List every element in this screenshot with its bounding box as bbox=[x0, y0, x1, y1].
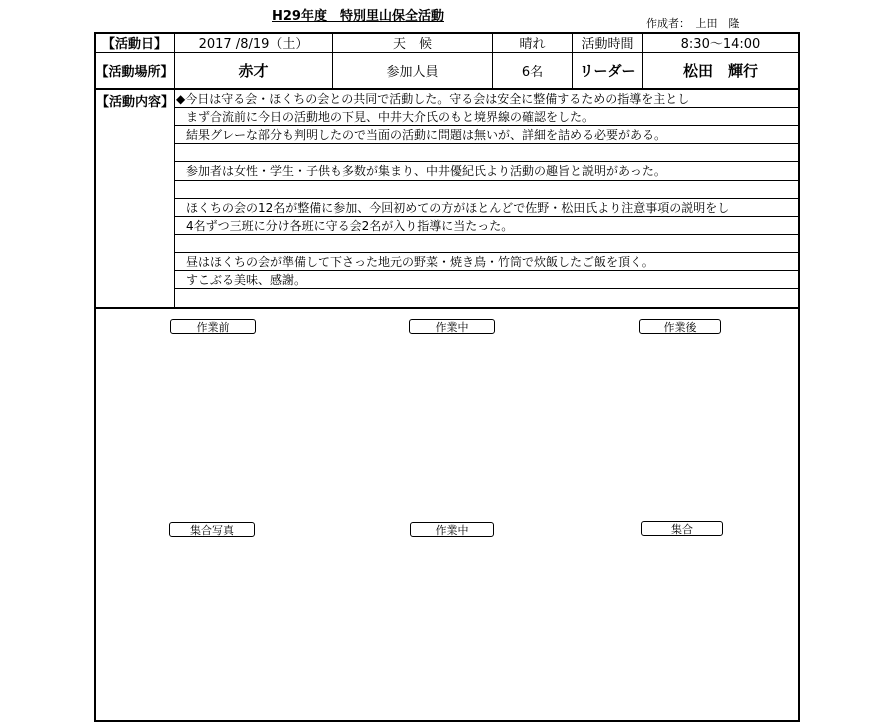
content-row-separator bbox=[174, 161, 800, 162]
content-line: ほくちの会の12名が整備に参加、今回初めての方がほとんどで佐野・松田氏より注意事項の説明をし bbox=[186, 200, 730, 215]
content-row-separator bbox=[174, 107, 800, 108]
content-row-separator bbox=[174, 270, 800, 271]
content-row-separator bbox=[174, 125, 800, 126]
time-label: 活動時間 bbox=[572, 32, 642, 52]
date-label: 【活動日】 bbox=[94, 32, 174, 52]
content-row-separator bbox=[174, 252, 800, 253]
photo-caption: 集合写真 bbox=[169, 522, 255, 537]
content-line: すこぶる美味、感謝。 bbox=[186, 273, 307, 287]
photo-caption: 作業後 bbox=[639, 319, 721, 334]
place-value: 赤才 bbox=[174, 52, 332, 88]
content-line: まず合流前に今日の活動地の下見、中井大介氏のもと境界線の確認をした。 bbox=[186, 110, 595, 125]
content-row-separator bbox=[174, 288, 800, 289]
author-text: 作成者： 上田 隆 bbox=[646, 17, 740, 30]
content-line: 参加者は女性・学生・子供も多数が集まり、中井優紀氏より活動の趣旨と説明があった。 bbox=[186, 164, 666, 179]
leader-value: 松田 輝行 bbox=[642, 52, 800, 88]
content-row-separator bbox=[174, 216, 800, 217]
leader-label: リーダー bbox=[572, 52, 642, 88]
content-line: ◆今日は守る会・ほくちの会との共同で活動した。守る会は安全に整備するための指導を主とし bbox=[176, 92, 690, 106]
content-line: 4名ずつ三班に分け各班に守る会2名が入り指導に当たった。 bbox=[186, 218, 514, 233]
photo-caption: 集合 bbox=[641, 521, 723, 536]
photo-caption: 作業中 bbox=[409, 319, 495, 334]
photos-top-border bbox=[94, 307, 800, 309]
content-row-separator bbox=[174, 143, 800, 144]
content-row-separator bbox=[174, 198, 800, 199]
participants-value: 6名 bbox=[492, 52, 572, 88]
date-value: 2017 /8/19（土） bbox=[174, 32, 332, 52]
weather-value: 晴れ bbox=[492, 32, 572, 52]
document-title: H29年度 特別里山保全活動 bbox=[272, 9, 444, 24]
content-line: 昼はほくちの会が準備して下さった地元の野菜・焼き鳥・竹筒で炊飯したご飯を頂く。 bbox=[186, 254, 654, 269]
participants-label: 参加人員 bbox=[332, 52, 492, 88]
time-value: 8:30〜14:00 bbox=[642, 32, 800, 52]
content-line: 結果グレーな部分も判明したので当面の活動に問題は無いが、詳細を詰める必要がある。 bbox=[186, 128, 667, 143]
place-label: 【活動場所】 bbox=[94, 52, 174, 88]
weather-label: 天 候 bbox=[332, 32, 492, 52]
content-label: 【活動内容】 bbox=[96, 95, 175, 110]
content-row-separator bbox=[174, 180, 800, 181]
content-row-separator bbox=[174, 234, 800, 235]
photo-caption: 作業中 bbox=[410, 522, 494, 537]
photo-caption: 作業前 bbox=[170, 319, 256, 334]
